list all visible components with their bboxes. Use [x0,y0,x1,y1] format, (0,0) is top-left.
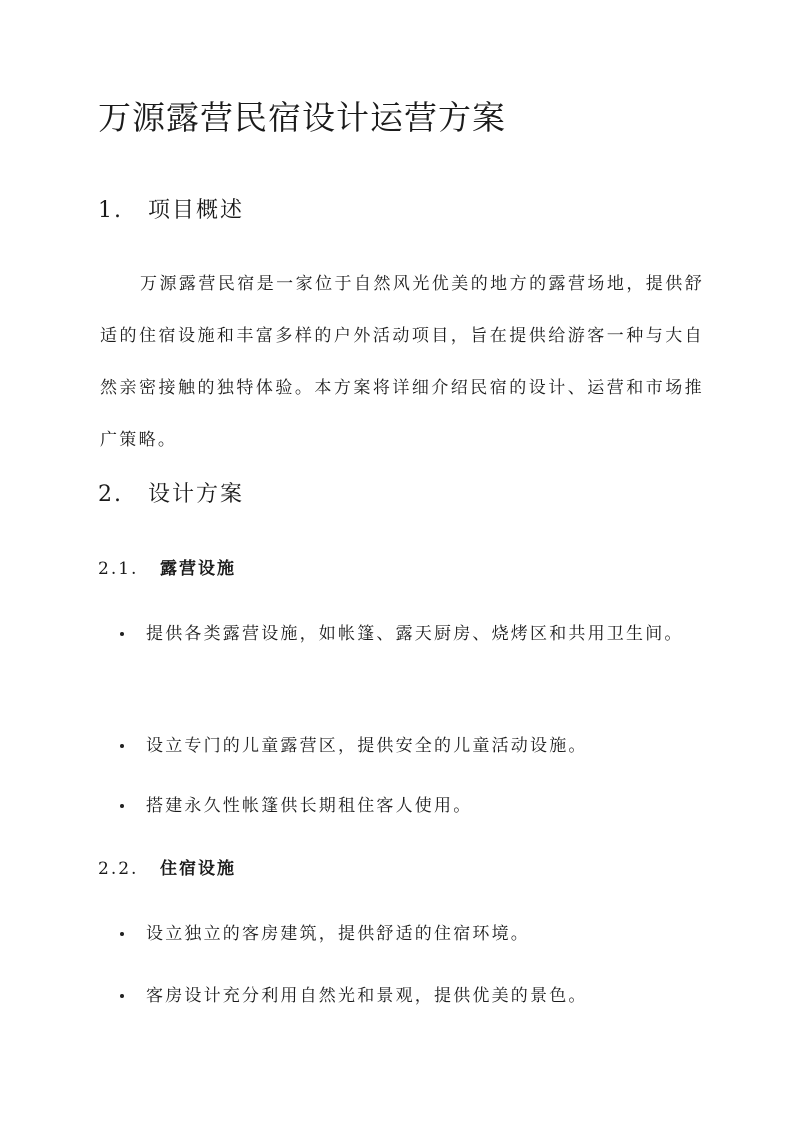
list-item-text: 提供各类露营设施，如帐篷、露天厨房、烧烤区和共用卫生间。 [146,624,684,644]
section-number: 1. [98,198,123,223]
section-title: 设计方案 [148,482,245,507]
list-item [112,970,692,1022]
list-item [112,608,692,660]
subsection-title: 露营设施 [160,559,236,579]
bullet-icon [120,632,124,636]
section-heading-design [98,480,244,510]
subsection-heading-camping [98,557,236,581]
list-item [112,908,692,960]
bullet-icon [120,932,124,936]
subsection-heading-lodging [98,857,236,881]
list-item-text: 设立独立的客房建筑，提供舒适的住宿环境。 [146,924,530,944]
subsection-number: 2.2. [98,859,139,879]
bullet-icon [120,744,124,748]
subsection-number: 2.1. [98,559,139,579]
section-heading-overview [98,196,244,226]
overview-paragraph: 万源露营民宿是一家位于自然风光优美的地方的露营场地，提供舒适的住宿设施和丰富多样的户外活动项目，旨在提供给游客一种与大自然亲密接触的独特体验。本方案将详细介绍民宿的设计、运营和市场推广策略。 [100,274,704,450]
list-item-text: 搭建永久性帐篷供长期租住客人使用。 [146,796,473,816]
bullet-icon [120,994,124,998]
section-title: 项目概述 [148,198,245,223]
list-item [112,720,692,772]
section-number: 2. [98,482,123,507]
bullet-icon [120,804,124,808]
list-item-text: 客房设计充分利用自然光和景观，提供优美的景色。 [146,986,588,1006]
list-item [112,780,692,832]
subsection-title: 住宿设施 [160,859,236,879]
document-title: 万源露营民宿设计运营方案 [98,98,506,137]
list-item-text: 设立专门的儿童露营区，提供安全的儿童活动设施。 [146,736,588,756]
